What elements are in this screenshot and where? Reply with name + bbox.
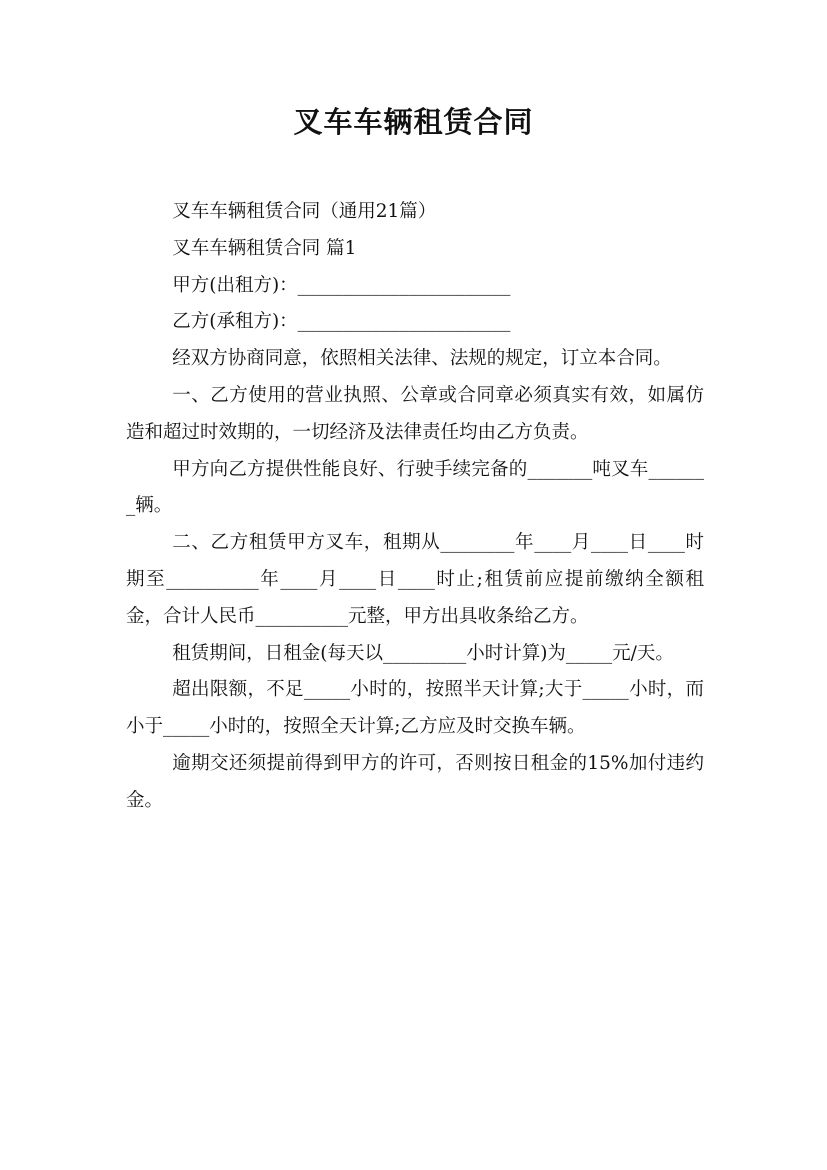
paragraph: 经双方协商同意，依照相关法律、法规的规定，订立本合同。 bbox=[172, 348, 672, 370]
paragraph: 租赁期间，日租金(每天以_________小时计算)为_____元/天。 bbox=[172, 642, 674, 664]
document-body bbox=[126, 194, 704, 820]
paragraph: 甲方向乙方提供性能良好、行驶手续完备的_______吨叉车_______辆。 bbox=[126, 458, 704, 517]
paragraph: 二、乙方租赁甲方叉车，租期从________年____月____日____时期至__________年____月____日____时止;租赁前应提前缴纳全额租金，合计人民币__________元整，甲方出具收条给乙方。 bbox=[126, 532, 704, 627]
paragraph: 逾期交还须提前得到甲方的许可，否则按日租金的15%加付违约金。 bbox=[126, 752, 704, 811]
paragraph: 叉车车辆租赁合同 篇1 bbox=[172, 237, 357, 259]
paragraph: 乙方(承租方)：_______________________ bbox=[172, 311, 511, 333]
paragraph: 超出限额，不足_____小时的，按照半天计算;大于_____小时，而小于_____小时的，按照全天计算;乙方应及时交换车辆。 bbox=[126, 679, 704, 738]
paragraph: 叉车车辆租赁合同（通用21篇） bbox=[172, 201, 437, 222]
paragraph: 甲方(出租方)：_______________________ bbox=[172, 274, 511, 296]
paragraph: 一、乙方使用的营业执照、公章或合同章必须真实有效，如属仿造和超过时效期的，一切经济及法律责任均由乙方负责。 bbox=[126, 384, 704, 443]
document-title: 叉车车辆租赁合同 bbox=[293, 105, 534, 139]
